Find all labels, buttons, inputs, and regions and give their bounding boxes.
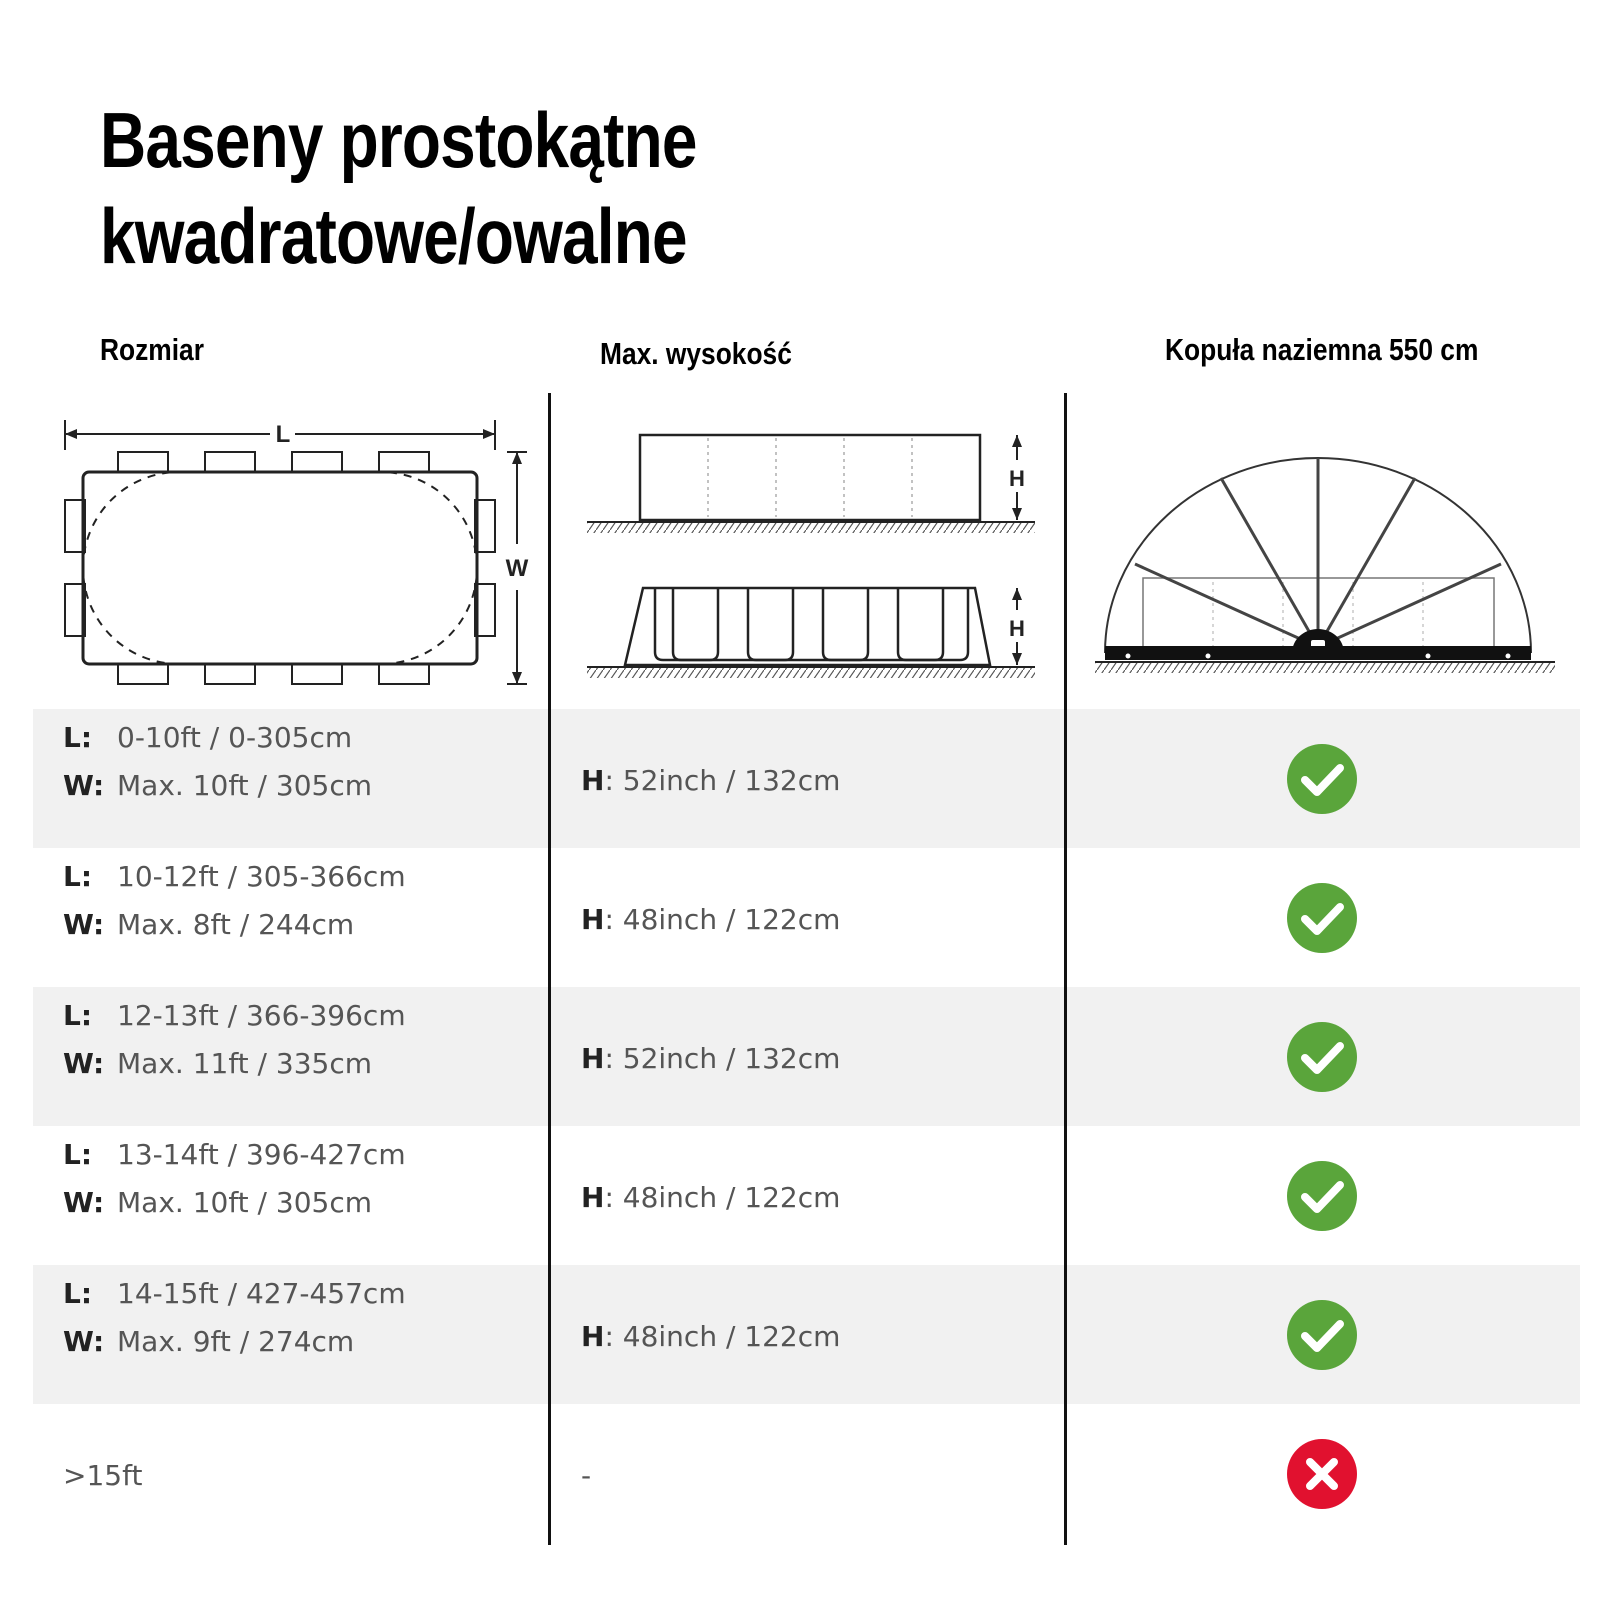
row-4-height-key: H (581, 1181, 605, 1214)
row-4-width-value: Max. 10ft / 305cm (117, 1186, 373, 1219)
row-4-width (63, 1186, 372, 1219)
row-4-height (581, 1181, 840, 1214)
row-3-width (63, 1047, 372, 1080)
row-3-height-key: H (581, 1042, 605, 1075)
row-1-height (581, 764, 840, 797)
frame-pool-bottom (587, 588, 1035, 678)
row-5-height-key: H (581, 1320, 605, 1353)
row-3-height-value: : 52inch / 132cm (604, 1042, 841, 1075)
row-5-width-key: W: (63, 1325, 105, 1358)
row-1-check-icon (1287, 744, 1357, 814)
height-label-bottom: H (1009, 616, 1025, 641)
row-4-length-key: L: (63, 1138, 93, 1171)
row-3-height (581, 1042, 840, 1075)
row-5-height (581, 1320, 840, 1353)
row-2-width (63, 908, 354, 941)
row-3-length (63, 999, 406, 1032)
row-5-length (63, 1277, 406, 1310)
row-3-length-key: L: (63, 999, 93, 1032)
row-4-check-icon (1287, 1161, 1357, 1231)
column-header-height: Max. wysokość (600, 336, 792, 371)
row-1-width-key: W: (63, 769, 105, 802)
dome-diagram (1090, 450, 1560, 690)
row-2-length (63, 860, 406, 893)
row-4-height-value: : 48inch / 122cm (604, 1181, 841, 1214)
row-3-width-value: Max. 11ft / 335cm (117, 1047, 373, 1080)
row-1-length (63, 721, 352, 754)
row-6-size: >15ft (63, 1459, 143, 1492)
row-2-check-icon (1287, 883, 1357, 953)
row-1-length-value: 0-10ft / 0-305cm (117, 721, 353, 754)
column-header-size: Rozmiar (100, 332, 204, 367)
width-label: W (505, 555, 529, 582)
row-2-height-value: : 48inch / 122cm (604, 903, 841, 936)
pool-footprint-diagram (55, 412, 535, 692)
row-2-width-key: W: (63, 908, 105, 941)
row-5-check-icon (1287, 1300, 1357, 1370)
row-5-height-value: : 48inch / 122cm (604, 1320, 841, 1353)
row-1-width (63, 769, 372, 802)
row-1-length-key: L: (63, 721, 93, 754)
column-divider-2 (1064, 393, 1067, 1545)
row-1-height-key: H (581, 764, 605, 797)
row-4-length (63, 1138, 406, 1171)
row-4-width-key: W: (63, 1186, 105, 1219)
frame-pool-top (587, 435, 1035, 533)
row-1-height-value: : 52inch / 132cm (604, 764, 841, 797)
page-title-line-2: kwadratowe/owalne (100, 192, 687, 280)
page-title (100, 92, 697, 284)
row-4-length-value: 13-14ft / 396-427cm (117, 1138, 406, 1171)
length-label: L (275, 421, 291, 448)
column-header-dome: Kopuła naziemna 550 cm (1165, 332, 1479, 367)
row-5-length-key: L: (63, 1277, 93, 1310)
row-3-check-icon (1287, 1022, 1357, 1092)
row-2-length-key: L: (63, 860, 93, 893)
height-label-top: H (1009, 466, 1025, 491)
row-2-width-value: Max. 8ft / 244cm (117, 908, 355, 941)
row-2-height-key: H (581, 903, 605, 936)
row-1-width-value: Max. 10ft / 305cm (117, 769, 373, 802)
row-2-height (581, 903, 840, 936)
row-3-width-key: W: (63, 1047, 105, 1080)
row-2-length-value: 10-12ft / 305-366cm (117, 860, 406, 893)
column-divider-1 (548, 393, 551, 1545)
row-6-cross-icon (1287, 1439, 1357, 1509)
page-title-line-1: Baseny prostokątne (100, 96, 697, 184)
row-5-width (63, 1325, 354, 1358)
row-6-height: - (581, 1459, 592, 1492)
row-5-length-value: 14-15ft / 427-457cm (117, 1277, 406, 1310)
row-5-width-value: Max. 9ft / 274cm (117, 1325, 355, 1358)
row-3-length-value: 12-13ft / 366-396cm (117, 999, 406, 1032)
pool-height-diagram (575, 420, 1045, 695)
